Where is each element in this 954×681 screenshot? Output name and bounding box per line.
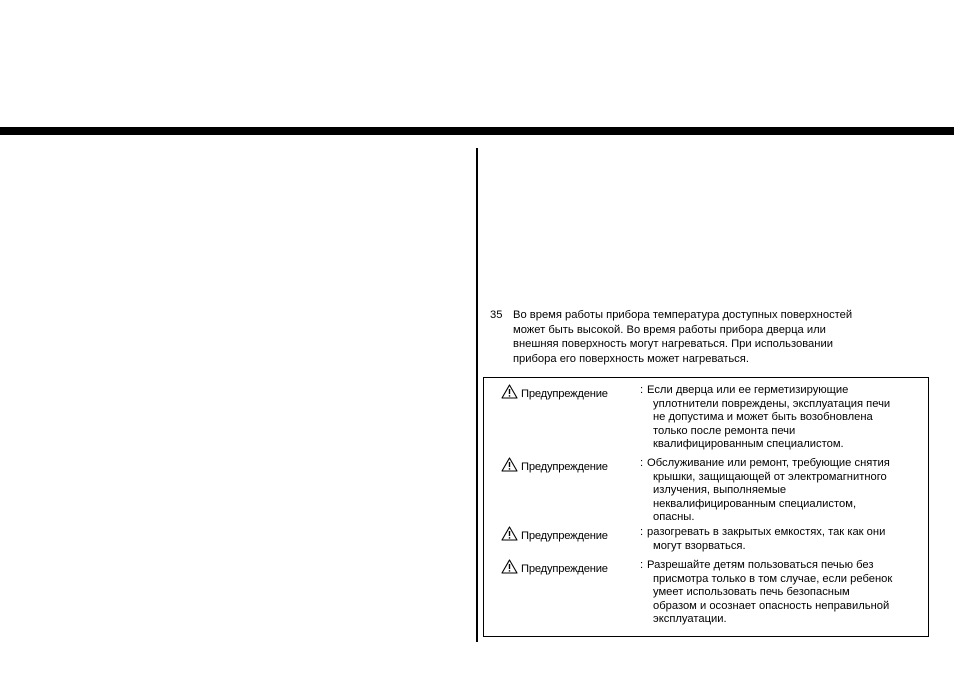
- warning-text-line: эксплуатации.: [653, 613, 727, 626]
- warning-label-text: Предупреждение: [521, 461, 608, 473]
- warning-colon: :: [640, 384, 644, 396]
- column-divider: [476, 148, 478, 642]
- warning-label: [501, 384, 608, 402]
- warning-colon: :: [640, 559, 644, 571]
- item-text-line: может быть высокой. Во время работы прибора дверца или: [513, 323, 826, 336]
- warning-label-text: Предупреждение: [521, 563, 608, 575]
- warning-text-line: Обслуживание или ремонт, требующие снятия: [647, 457, 890, 469]
- item-text-line: прибора его поверхность может нагреваться.: [513, 352, 749, 365]
- warning-text: [647, 526, 932, 553]
- warning-colon: :: [640, 457, 644, 469]
- warning-colon: :: [640, 526, 644, 538]
- warning-text-line: излучения, выполняемые: [653, 484, 787, 497]
- warning-label: [501, 559, 608, 577]
- warning-text-line: только после ремонта печи: [653, 424, 796, 437]
- header-rule: [0, 127, 954, 135]
- warning-label-text: Предупреждение: [521, 388, 608, 400]
- warning-text: [647, 457, 932, 525]
- warning-text-line: присмотра только в том случае, если ребенок: [653, 572, 893, 585]
- warning-text-line: Разрешайте детям пользоваться печью без: [647, 559, 874, 571]
- item-number: 35: [490, 309, 503, 321]
- item-text-line: Во время работы прибора температура доступных поверхностей: [513, 309, 853, 321]
- warning-text: [647, 384, 932, 452]
- warning-triangle-icon: [501, 559, 518, 574]
- warning-text-line: не допустима и может быть возобновлена: [653, 411, 873, 424]
- warning-text-line: умеет использовать печь безопасным: [653, 586, 850, 599]
- item-text-line: внешняя поверхность могут нагреваться. При использовании: [513, 338, 833, 351]
- warning-text: [647, 559, 932, 627]
- warning-box: [483, 377, 929, 637]
- warning-triangle-icon: [501, 526, 518, 541]
- warning-label: [501, 526, 608, 544]
- warning-text-line: крышки, защищающей от электромагнитного: [653, 470, 887, 483]
- warning-text-line: уплотнители повреждены, эксплуатация печи: [653, 397, 891, 410]
- warning-text-line: квалифицированным специалистом.: [653, 438, 844, 451]
- warning-triangle-icon: [501, 384, 518, 399]
- warning-text-line: образом и осознает опасность неправильной: [653, 599, 890, 612]
- warning-triangle-icon: [501, 457, 518, 472]
- warning-label-text: Предупреждение: [521, 530, 608, 542]
- warning-text-line: разогревать в закрытых емкостях, так как они: [647, 526, 886, 538]
- warning-text-line: опасны.: [653, 511, 695, 524]
- item-text: [513, 308, 938, 366]
- warning-label: [501, 457, 608, 475]
- warning-text-line: неквалифицированным специалистом,: [653, 497, 857, 510]
- warning-text-line: могут взорваться.: [653, 539, 746, 552]
- warning-text-line: Если дверца или ее герметизирующие: [647, 384, 849, 396]
